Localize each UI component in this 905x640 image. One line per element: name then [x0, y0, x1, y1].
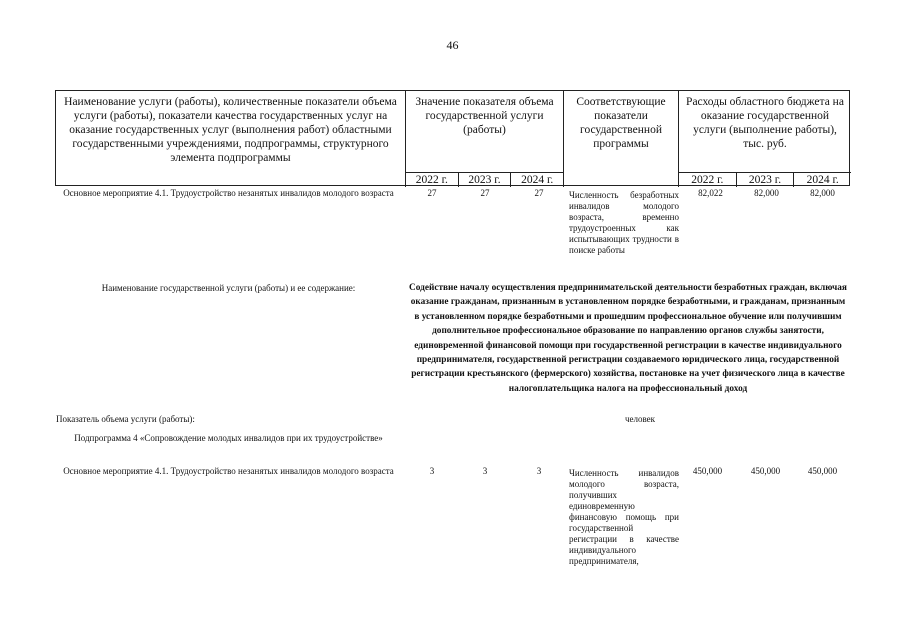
header-indicators-text: Соответствующие показатели государственной программы [576, 96, 666, 150]
row1-indicator: Численность безработных инвалидов молодого возраста, временно трудоустроенных как испытывающих трудности в поиске работы [569, 190, 679, 255]
value-year-2022: 2022 г. [406, 173, 459, 187]
volume-label: Показатель объема услуги (работы): [56, 414, 195, 424]
row2-name: Основное мероприятие 4.1. Трудоустройство незанятых инвалидов молодого возраста [63, 466, 394, 476]
row1-name: Основное мероприятие 4.1. Трудоустройство незанятых инвалидов молодого возраста [63, 188, 394, 198]
budget-year-2024: 2024 г. [806, 174, 839, 186]
subprogram-title: Подпрограмма 4 «Сопровождение молодых инвалидов при их трудоустройстве» [74, 433, 383, 443]
row1-budget-2023: 82,000 [754, 188, 779, 198]
header-value-text: Значение показателя объема государственной услуги (работы) [415, 96, 554, 136]
row2-budget-2023: 450,000 [750, 466, 781, 476]
row2-value-2023: 3 [482, 466, 488, 476]
header-indicators-cell [564, 91, 679, 187]
header-budget-text: Расходы областного бюджета на оказание государственной услуги (выполнение работы), тыс. руб. [686, 96, 844, 150]
value-year-2024: 2024 г. [521, 174, 554, 186]
row1-value-2022: 27 [427, 188, 437, 198]
budget-year-2022: 2022 г. [679, 173, 737, 187]
service-label: Наименование государственной услуги (работы) и ее содержание: [101, 283, 356, 293]
budget-year-2023: 2023 г. [737, 173, 795, 187]
header-table [55, 90, 850, 186]
header-name-cell [56, 91, 406, 187]
volume-unit: человек [624, 414, 656, 424]
row1-value-2024: 27 [534, 188, 544, 198]
value-years-row [406, 172, 563, 187]
row2-value-2024: 3 [536, 466, 542, 476]
header-value-cell [406, 91, 564, 187]
budget-years-row [679, 172, 851, 187]
service-text: Содействие началу осуществления предпринимательской деятельности безработных граждан, включая оказание гражданам, признанным в установленном порядке безработными, и гражданам, признанным в установленном порядке безработными и прошедшим профессиональное обучение или получившим дополнительное профессиональное образование по направлению органов службы занятости, единовременной финансовой помощи при государственной регистрации в качестве индивидуального предпринимателя, государственной регистрации создаваемого юридического лица, государственной регистрации крестьянского (фермерского) хозяйства, постановке на учет физического лица в качестве налогоплательщика налога на профессиональный доход [409, 283, 847, 394]
value-year-2023: 2023 г. [459, 173, 512, 187]
header-budget-cell [679, 91, 851, 187]
page-number: 46 [446, 38, 459, 52]
row1-value-2023: 27 [480, 188, 490, 198]
header-name-text: Наименование услуги (работы), количественные показатели объема услуги (работы), показатели качества государственных услуг на оказание государственных услуг (выполнения работ) областными государственными учреждениями, подпрограммы, структурного элемента подпрограммы [64, 96, 397, 164]
row2-budget-2022: 450,000 [692, 466, 723, 476]
row2-indicator: Численность инвалидов молодого возраста, получивших единовременную финансовую помощь при государственной регистрации в качестве индивидуального предпринимателя, [569, 468, 679, 566]
row2-budget-2024: 450,000 [807, 466, 838, 476]
row1-budget-2024: 82,000 [810, 188, 835, 198]
row1-budget-2022: 82,022 [698, 188, 723, 198]
row2-value-2022: 3 [429, 466, 435, 476]
